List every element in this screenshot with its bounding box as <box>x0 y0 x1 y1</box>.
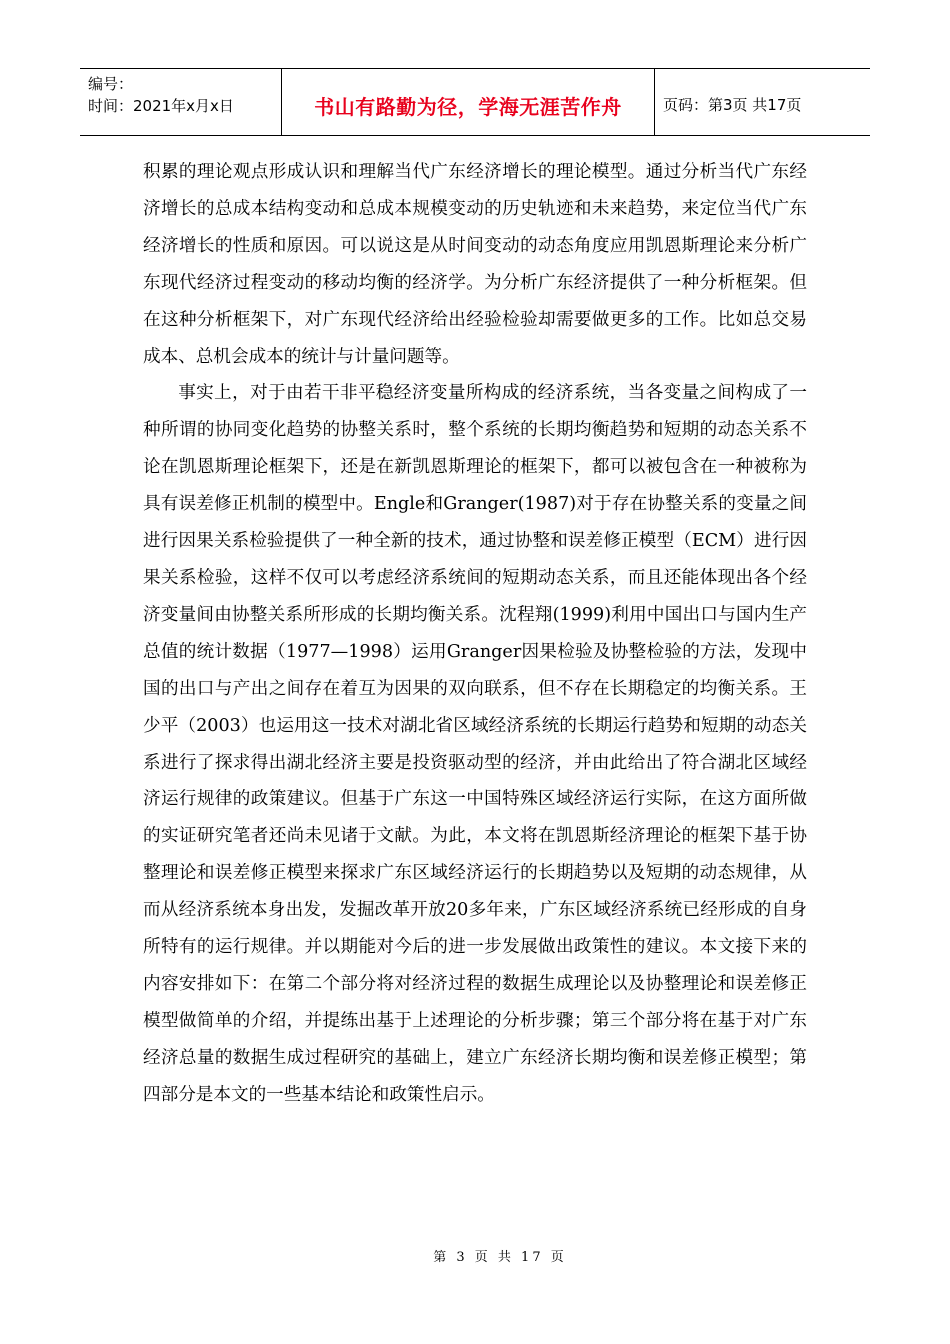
paragraph-continuation: 积累的理论观点形成认识和理解当代广东经济增长的理论模型。通过分析当代广东经济增长的总成本结构变动和总成本规模变动的历史轨迹和未来趋势，来定位当代广东经济增长的性质和原因。可以说这是从时间变动的动态角度应用凯恩斯理论来分析广东现代经济过程变动的移动均衡的经济学。为分析广东经济提供了一种分析框架。但在这种分析框架下，对广东现代经济给出经验检验却需要做更多的工作。比如总交易成本、总机会成本的统计与计量问题等。 <box>143 162 807 367</box>
paragraph-main: 事实上，对于由若干非平稳经济变量所构成的经济系统，当各变量之间构成了一种所谓的协同变化趋势的协整关系时，整个系统的长期均衡趋势和短期的动态关系不论在凯恩斯理论框架下，还是在新凯恩斯理论的框架下，都可以被包含在一种被称为具有误差修正机制的模型中。Engle和Granger(1987)对于存在协整关系的变量之间进行因果关系检验提供了一种全新的技术，通过协整和误差修正模型（ECM）进行因果关系检验，这样不仅可以考虑经济系统间的短期动态关系，而且还能体现出各个经济变量间由协整关系所形成的长期均衡关系。沈程翔(1999)利用中国出口与国内生产总值的统计数据（1977—1998）运用Granger因果检验及协整检验的方法，发现中国的出口与产出之间存在着互为因果的双向联系，但不存在长期稳定的均衡关系。王少平（2003）也运用这一技术对湖北省区域经济系统的长期运行趋势和短期的动态关系进行了探求得出湖北经济主要是投资驱动型的经济，并由此给出了符合湖北区域经济运行规律的政策建议。但基于广东这一中国特殊区域经济运行实际，在这方面所做的实证研究笔者还尚未见诸于文献。为此，本文将在凯恩斯经济理论的框架下基于协整理论和误差修正模型来探求广东区域经济运行的长期趋势以及短期的动态规律，从而从经济系统本身出发，发掘改革开放20多年来，广东区域经济系统已经形成的自身所特有的运行规律。并以期能对今后的进一步发展做出政策性的建议。本文接下来的内容安排如下：在第二个部分将对经济过程的数据生成理论以及协整理论和误差修正模型做简单的介绍，并提练出基于上述理论的分析步骤；第三个部分将在基于对广东经济总量的数据生成过程研究的基础上，建立广东经济长期均衡和误差修正模型；第四部分是本文的一些基本结论和政策性启示。 <box>143 383 807 1105</box>
header-page-info: 页码：第3页 共17页 <box>663 95 802 114</box>
page-footer: 第 3 页 共 17 页 <box>433 1250 567 1265</box>
document-number-label: 编号： <box>88 75 134 93</box>
header-meta <box>80 69 282 135</box>
page-header <box>80 68 870 136</box>
document-date: 时间：2021年x月x日 <box>88 97 234 115</box>
document-body <box>143 154 807 1114</box>
header-motto: 书山有路勤为径，学海无涯苦作舟 <box>282 69 655 135</box>
